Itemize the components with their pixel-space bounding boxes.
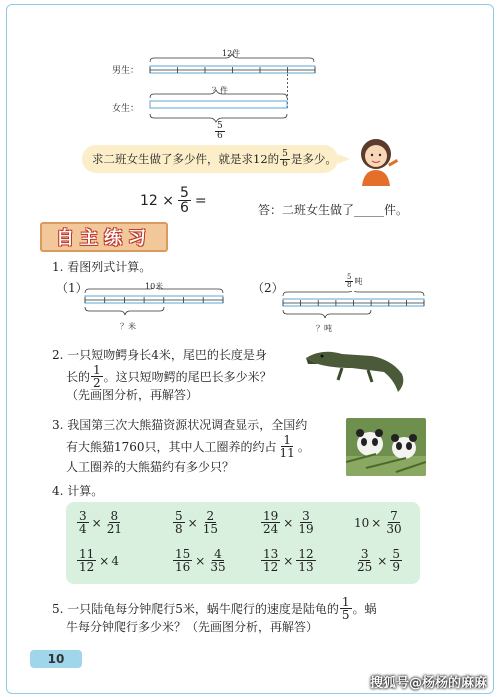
- girls-label: 女生：: [112, 104, 140, 114]
- q2-line3: （先画图分析，再解答）: [66, 388, 199, 402]
- answer-line: 答：二班女生做了_____件。: [258, 203, 409, 217]
- calc-item-5: $\frac{11}{12}$ × 4: [79, 547, 119, 574]
- calc-item-6: $\frac{15}{16}$ × $\frac{4}{35}$: [175, 547, 226, 574]
- crocodile-image: [302, 344, 414, 400]
- boys-label: 男生：: [112, 66, 140, 76]
- q1-part2-bar: [280, 291, 430, 325]
- q3-line1: 3. 我国第三次大熊猫资源状况调查显示，全国约: [52, 418, 308, 432]
- q4-label: 4. 计算。: [52, 484, 104, 498]
- q1-part2-top: $\frac{5}{8}$ 吨: [347, 273, 363, 289]
- q1-label: 1. 看图列式计算。: [52, 260, 152, 274]
- q1-part1-label: （1）: [56, 281, 88, 295]
- calc-item-3: $\frac{19}{24}$ × $\frac{3}{19}$: [263, 509, 314, 536]
- page-number: 10: [30, 650, 82, 668]
- q1-part2-label: （2）: [252, 281, 284, 295]
- calc-item-7: $\frac{13}{12}$ × $\frac{12}{13}$: [263, 547, 314, 574]
- q5-line2: 牛每分钟爬行多少米？（先画图分析，再解答）: [66, 620, 319, 634]
- calc-item-8: $\frac{3}{25}$ × $\frac{5}{9}$: [357, 547, 400, 574]
- unknown-label: ？件: [212, 86, 228, 95]
- q1-part1-bar: [82, 288, 228, 322]
- calc-item-4: 10 × $\frac{7}{30}$: [354, 509, 402, 536]
- q1-part2-bottom: ？吨: [316, 324, 332, 333]
- diagram-fraction: $\frac{5}{6}$: [217, 121, 223, 141]
- total-label: 12件: [222, 49, 241, 58]
- panda-image: [346, 418, 426, 476]
- q1-part1-bottom: ？米: [120, 322, 136, 331]
- section-title: 自主练习: [40, 222, 168, 252]
- calc-item-2: $\frac{5}{8}$ × $\frac{2}{15}$: [175, 509, 218, 536]
- teacher-avatar: [352, 134, 404, 186]
- watermark: 搜狐号@杨杨的麻麻: [369, 676, 487, 691]
- hint-bubble: 求二班女生做了多少件，就是求12的 $\frac{5}{6}$ 是多少。: [82, 145, 338, 173]
- bar-diagram: [140, 52, 330, 132]
- q2-line2: 长的 $\frac{1}{2}$ 。这只短吻鳄的尾巴长多少米？: [66, 363, 272, 390]
- q3-line2: 有大熊猫1760只，其中人工圈养的约占 $\frac{1}{11}$ 。: [66, 433, 310, 460]
- q2-line1: 2. 一只短吻鳄身长4米，尾巴的长度是身: [52, 348, 267, 362]
- q5-line1: 5. 一只陆龟每分钟爬行5米，蜗牛爬行的速度是陆龟的 $\frac{1}{5}$ 。蜗: [52, 595, 377, 622]
- q3-line3: 人工圈养的大熊猫约有多少只？: [66, 460, 235, 474]
- formula: 12 × $\frac{5}{6}$ =: [140, 185, 207, 216]
- q1-part1-top: 10米: [145, 282, 164, 291]
- calc-item-1: $\frac{3}{4}$ × $\frac{8}{21}$: [79, 509, 122, 536]
